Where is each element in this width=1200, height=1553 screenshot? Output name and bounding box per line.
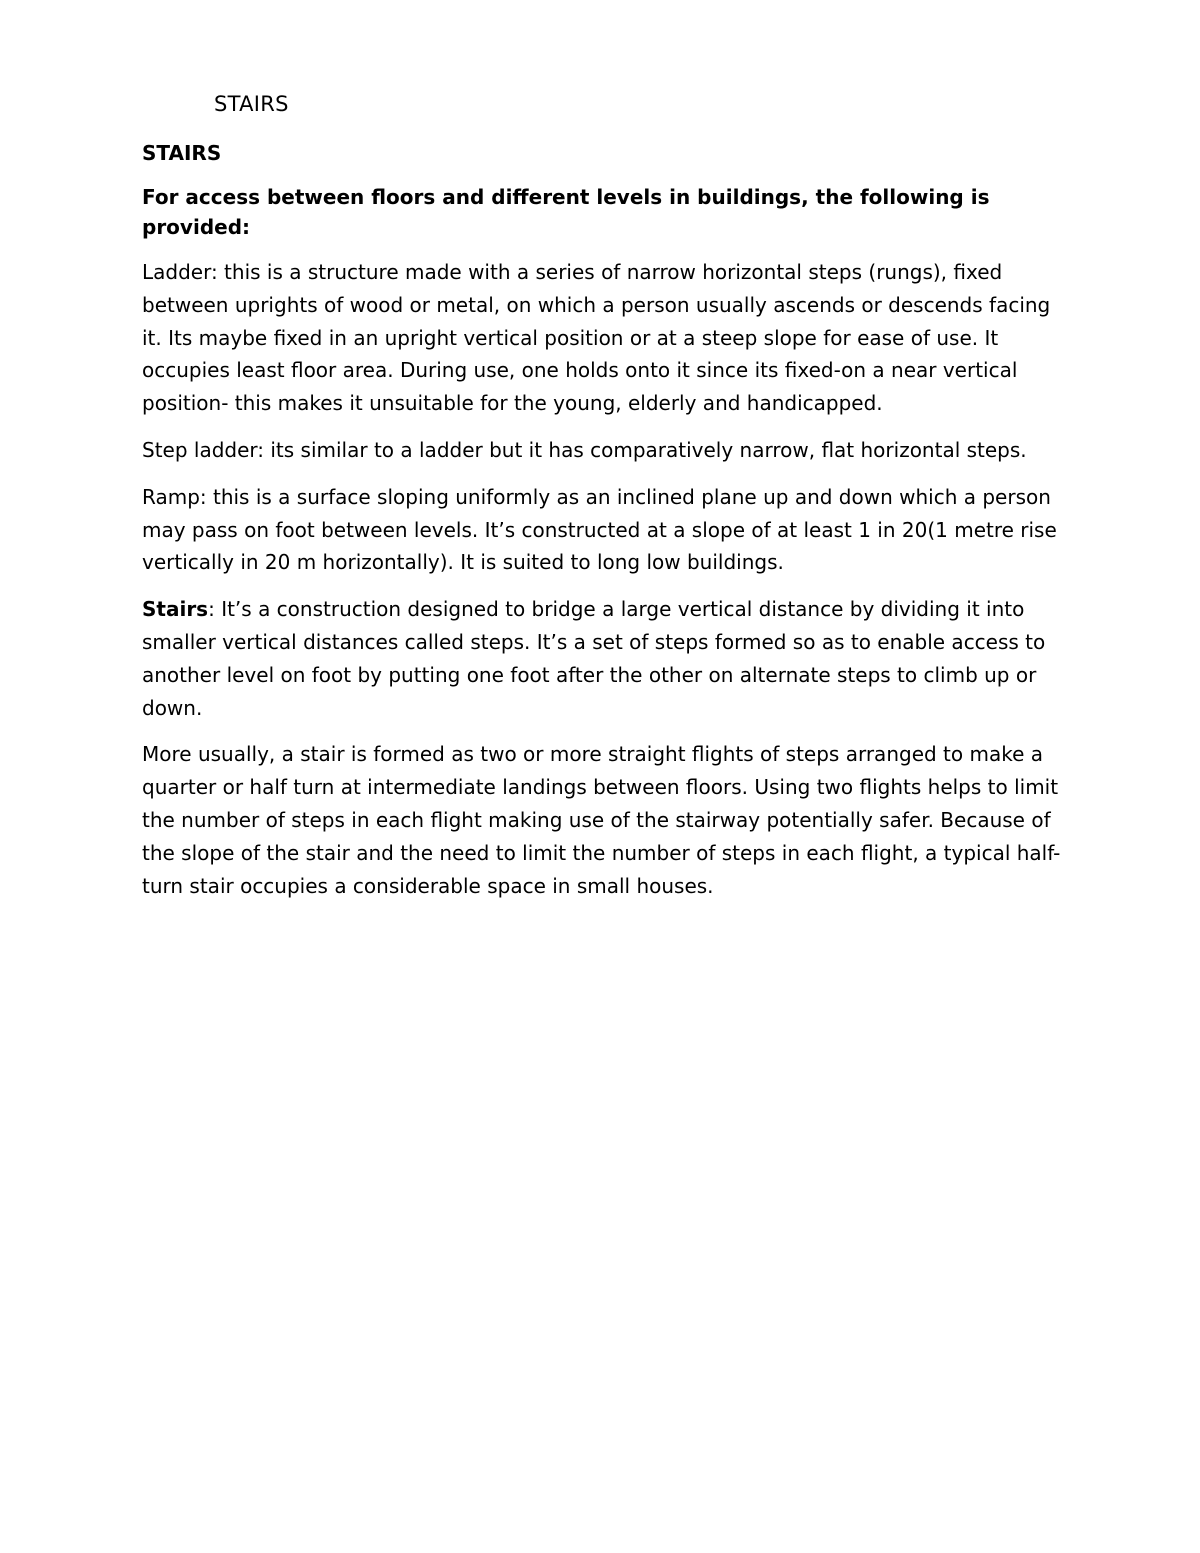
paragraph-more-usually: More usually, a stair is formed as two or more straight flights of steps arranged to make a quarter or half turn at intermediate landings between floors. Using two flights helps to limit the number of steps in each flight making use of the stairway potentially safer. Because of the slope of the stair and the need to limit the number of steps in each flight, a typical half-turn stair occupies a considerable space in small houses. <box>142 742 1061 898</box>
stairs-definition: : It’s a construction designed to bridge a large vertical distance by dividing it into smaller vertical distances called steps. It’s a set of steps formed so as to enable access to another level on foot by putting one foot after the other on alternate steps to climb up or down. <box>142 597 1046 720</box>
paragraph-ladder: Ladder: this is a structure made with a series of narrow horizontal steps (rungs), fixed between uprights of wood or metal, on which a person usually ascends or descends facing it. Its maybe fixed in an upright vertical position or at a steep slope for ease of use. It occupies least floor area. During use, one holds onto it since its fixed-on a near vertical position- this makes it unsuitable for the young, elderly and handicapped. <box>142 260 1051 416</box>
section-heading: STAIRS <box>142 141 222 165</box>
paragraph-step-ladder: Step ladder: its similar to a ladder but it has comparatively narrow, flat horizontal steps. <box>142 437 1027 462</box>
document-body <box>142 138 1072 916</box>
paragraph-ramp: Ramp: this is a surface sloping uniformly as an inclined plane up and down which a person may pass on foot between levels. It’s constructed at a slope of at least 1 in 20(1 metre rise vertically in 20 m horizontally). It is suited to long low buildings. <box>142 484 1057 575</box>
intro-paragraph: For access between floors and different levels in buildings, the following is provided: <box>142 185 990 239</box>
paragraph-stairs <box>142 593 1072 724</box>
stairs-term: Stairs <box>142 597 209 622</box>
header-title: STAIRS <box>214 92 289 116</box>
